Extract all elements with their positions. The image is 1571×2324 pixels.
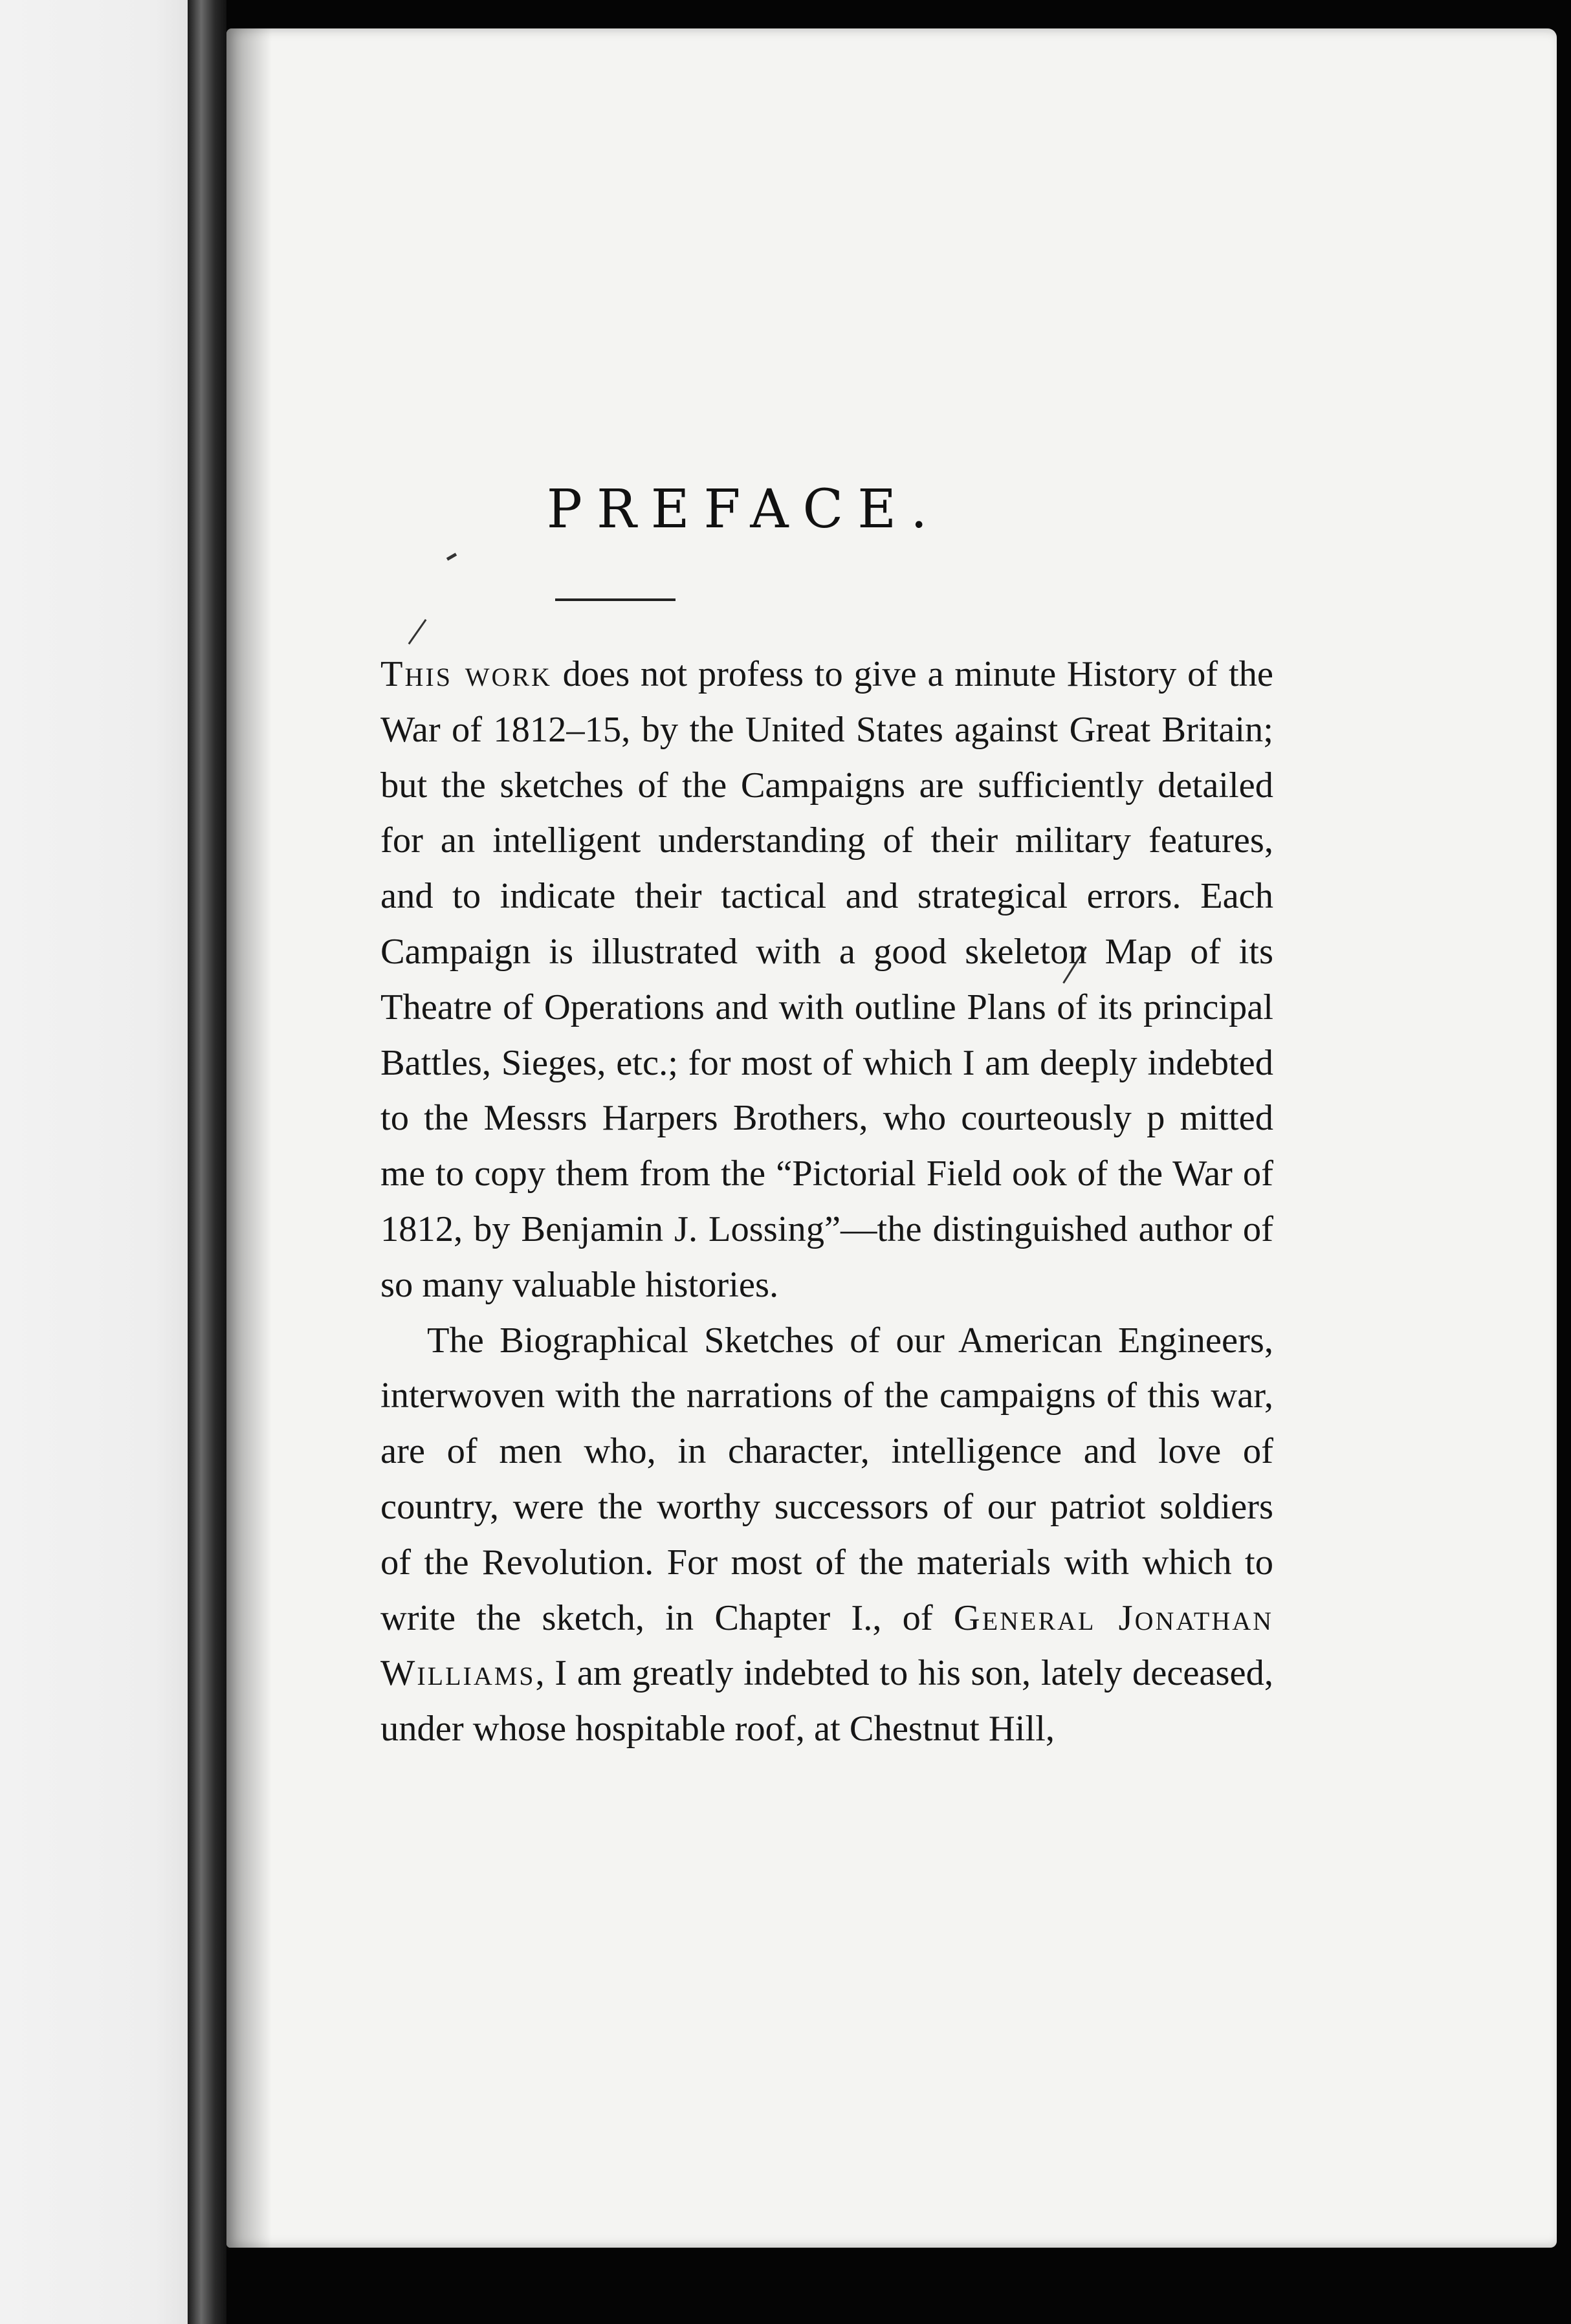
page-shadow [226, 28, 272, 2248]
facing-blank-page [0, 0, 194, 2324]
paragraph-2 [380, 1313, 1273, 1757]
paragraph-1 [380, 647, 1273, 1313]
person-name: General Jonathan Williams [380, 1597, 1273, 1694]
paragraph-text: , I am greatly indebted to his son, lately deceased, under whose hospitable roof, at Chestnut Hill, [380, 1653, 1273, 1749]
book-gutter [188, 0, 226, 2324]
paragraph-text: The Biographical Sketches of our American Engineers, interwoven with the narrations of the campaigns of this war, are of men who, in character, intelligence and love of country, were the worthy successors of our patriot soldiers of the Revolution. For most of the materials with which to write the sketch, in Chapter I., of [380, 1320, 1273, 1638]
title-rule [555, 598, 676, 601]
preface-body [380, 647, 1273, 1757]
paragraph-text: does not profess to give a minute History of the War of 1812–15, by the United States against Great Britain; but the sketches of the Campaigns are sufficiently detailed for an intelligent understanding of their military features, and to indicate their tactical and strategical errors. Each Campaign is illustrated with a good skeleton Map of its Theatre of Operations and with outline Plans of its principal Battles, Sieges, etc.; for most of which I am deeply indebted to the Messrs Harpers Brothers, who courteously p mitted me to copy them from the “Pictorial Field ook of the War of 1812, by Benjamin J. Lossing”—the distinguished author of so many valuable histories. [380, 654, 1273, 1305]
page-title: PREFACE. [546, 479, 942, 540]
paragraph-lead: This work [380, 654, 552, 694]
